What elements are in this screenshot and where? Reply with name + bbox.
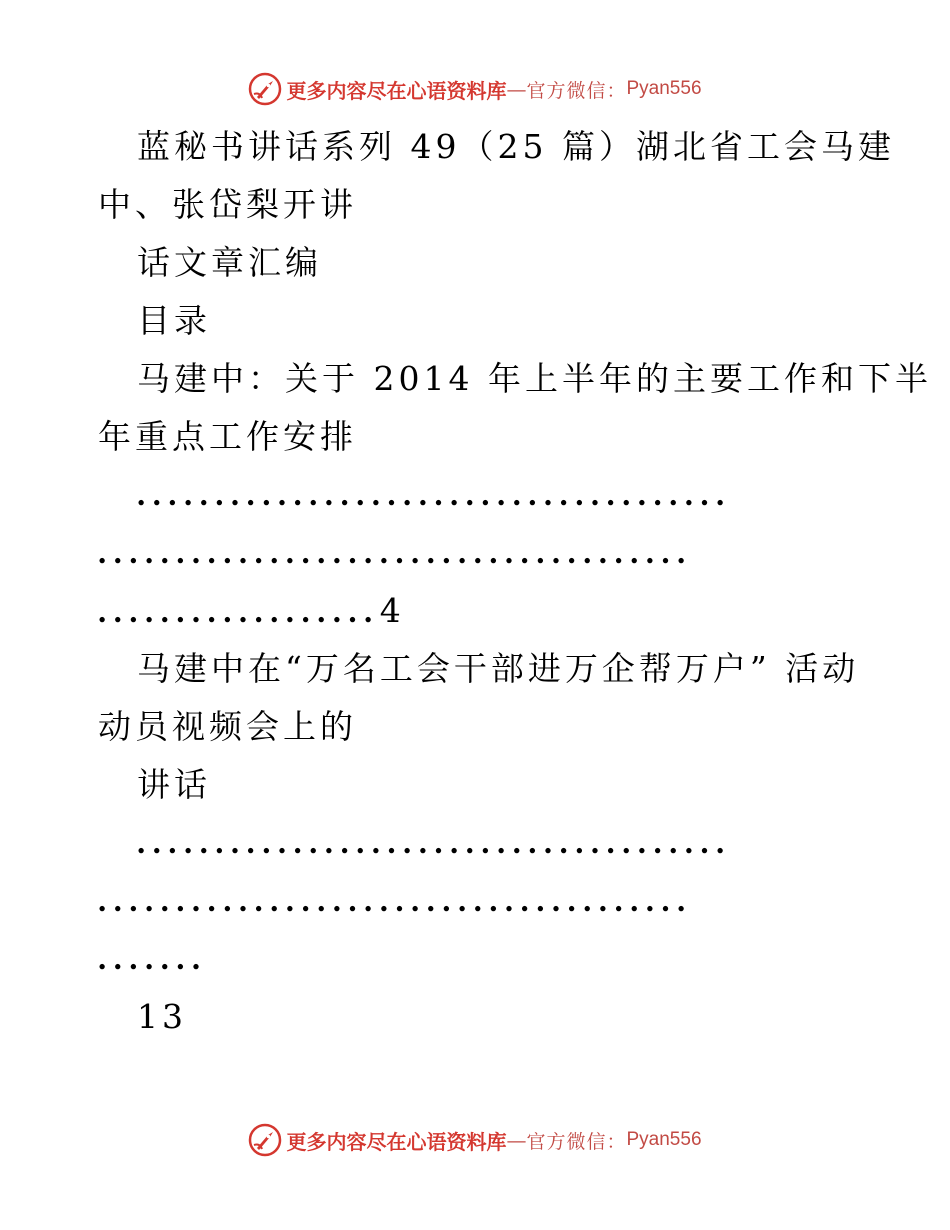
banner-main-text: 更多内容尽在心语资料库 <box>286 78 507 103</box>
banner-dash: — <box>506 77 527 101</box>
document-title-line-3: 话文章汇编 <box>137 243 322 282</box>
toc-entry-1-title-line-1: 马建中：关于 2014 年上半年的主要工作和下半 <box>137 359 932 398</box>
toc-entry-2-page-number: 13 <box>137 997 187 1036</box>
pen-nib-logo-icon <box>248 1123 282 1157</box>
banner-wechat-label: 官方微信： <box>526 79 627 102</box>
toc-entry-1-page-number: 4 <box>379 591 405 630</box>
banner-wechat-label: 官方微信： <box>526 1130 627 1153</box>
banner-main-text: 更多内容尽在心语资料库 <box>286 1129 507 1154</box>
toc-entry-1-title-line-2: 年重点工作安排 <box>98 417 357 456</box>
banner-dash: — <box>506 1128 527 1152</box>
document-title-line-2: 中、张岱梨开讲 <box>98 185 357 224</box>
pen-nib-logo-icon <box>248 72 282 106</box>
toc-entry-2-title-line-1: 马建中在“万名工会干部进万企帮万户” 活动 <box>137 649 860 688</box>
toc-heading: 目录 <box>137 301 211 340</box>
toc-entry-2-leader-dots-2: ...................................... <box>98 883 693 919</box>
toc-entry-1-leader-dots-2: ...................................... <box>98 535 693 571</box>
header-banner <box>0 72 950 106</box>
toc-entry-2-title-line-3: 讲话 <box>137 765 211 804</box>
toc-entry-1-leader-dots-1: ...................................... <box>137 477 732 513</box>
document-body <box>98 118 932 1046</box>
footer-banner <box>0 1123 950 1157</box>
toc-entry-1-leader-dots-3: .................. <box>98 594 380 630</box>
banner-wechat-id: Pyan556 <box>626 1129 702 1150</box>
toc-entry-2-leader-dots-3: ....... <box>98 941 208 977</box>
document-title-line-1: 蓝秘书讲话系列 49（25 篇）湖北省工会马建 <box>137 127 895 166</box>
toc-entry-2-leader-dots-1: ...................................... <box>137 825 732 861</box>
toc-entry-2-title-line-2: 动员视频会上的 <box>98 707 357 746</box>
banner-wechat-id: Pyan556 <box>626 78 702 99</box>
toc-entry-1-last-line <box>98 582 858 640</box>
